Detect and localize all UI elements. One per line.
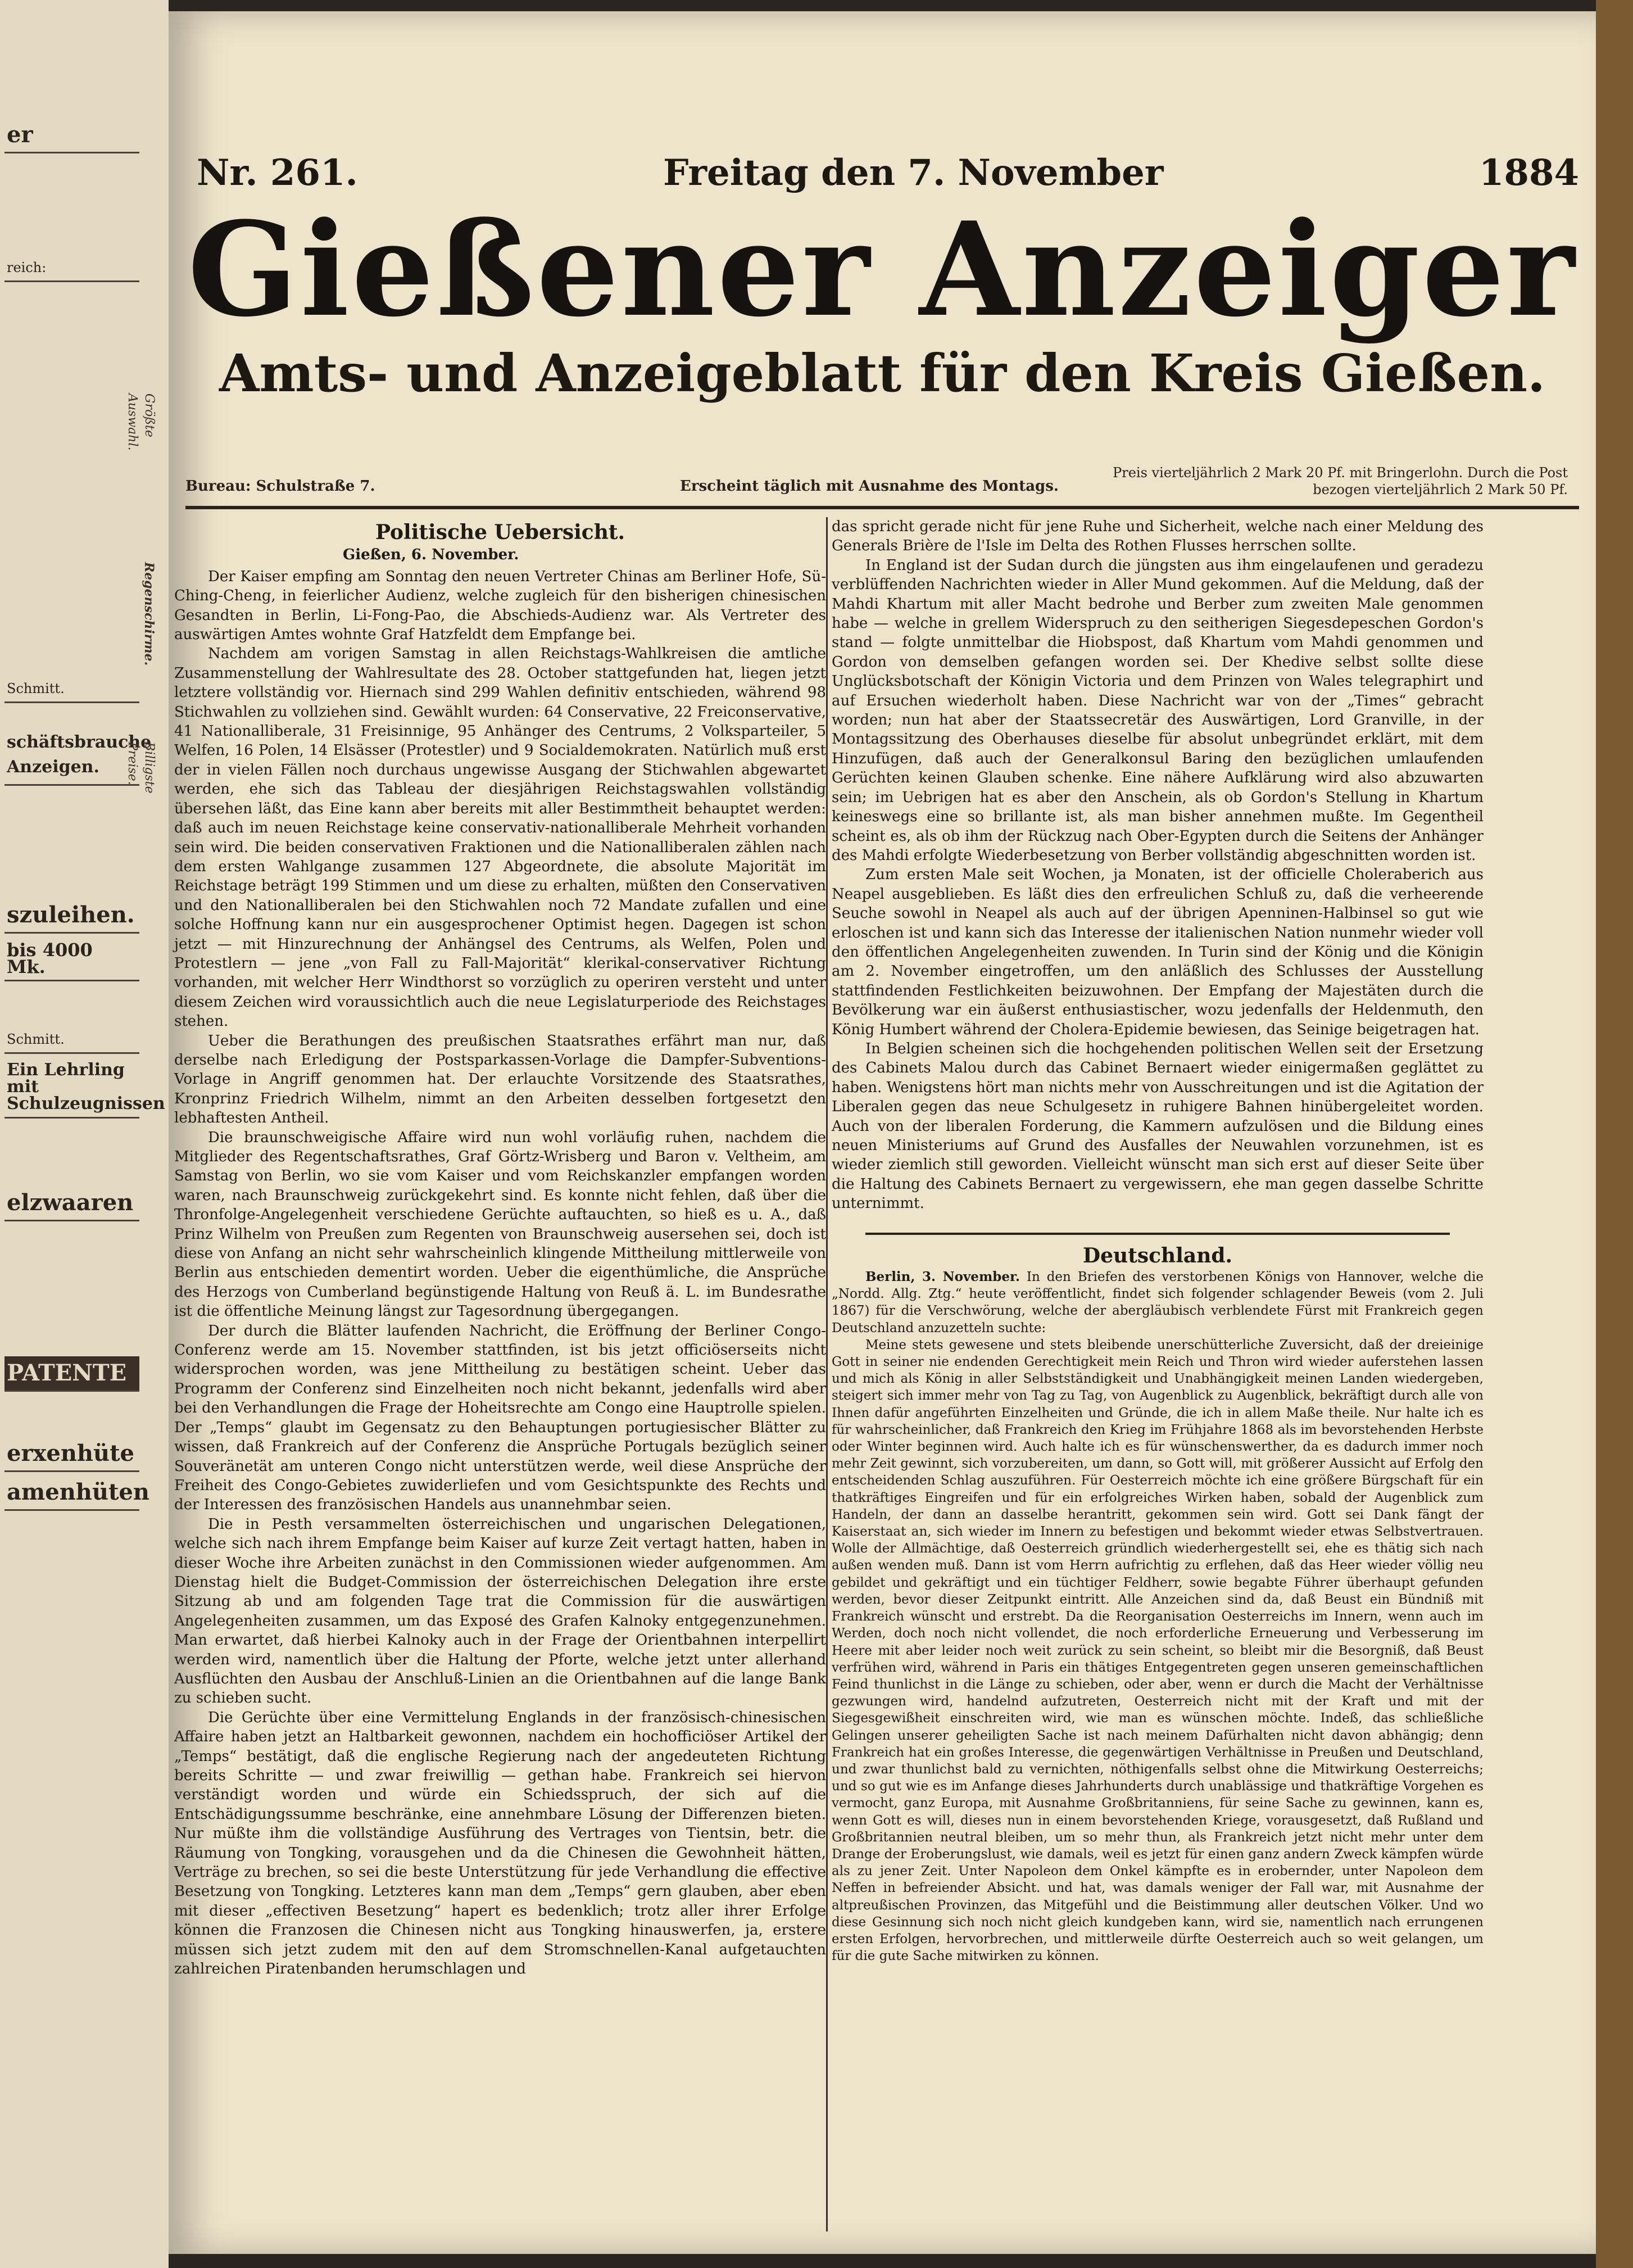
section-headline: Politische Uebersicht.: [375, 520, 625, 544]
article-paragraph: das spricht gerade nicht für jene Ruhe und Sicherheit, welche nach einer Meldung des Generals Brière de l'Isle im Delta des Rothen Flusses herrschen sollte.: [832, 518, 1484, 555]
vertical-label: Regenschirme.: [142, 562, 156, 666]
bureau-address: Bureau: Schulstraße 7.: [185, 478, 375, 495]
section-headline: Deutschland.: [1082, 1243, 1233, 1267]
book-spine: [1596, 0, 1633, 2268]
article-paragraph: Der durch die Blätter laufenden Nachricht, die Eröffnung der Berliner Congo-Conferenz werde am 15. November stattfinden, ist bis jetzt officiöserseits nicht widersprochen worden, was jene Mittheilung zu bestätigen scheint. Ueber das Programm der Conferenz sind Einzelheiten noch nicht bekannt, jedenfalls wird aber bei den Verhandlungen die Frage der Hoheitsrechte am Congo eine Hauptrolle spielen. Der „Temps“ glaubt im Gegensatz zu den Behauptungen portugiesischer Blätter zu wissen, daß Frankreich auf der Conferenz die Ansprüche Portugals bezüglich seiner Souveränetät am unteren Congo nicht unterstützen werde, weil diese Ansprüche der Freiheit des Congo-Gebietes zuwiderliefen und vom Gesichtspunkte des Rechts und der Interessen des französischen Handels aus unannehmbar seien.: [174, 1322, 826, 1514]
ad-fragment: elzwaaren: [4, 1186, 139, 1221]
article-quote: Meine stets gewesene und stets bleibende unerschütterliche Zuversicht, daß der dreieinige Gott in seiner nie endenden Gerechtigkeit mein Reich und Thron wird wieder auferstehen lassen und mich als König in aller Selbstständigkeit und Unabhängigkeit meinen Landen wiedergeben, steigert sich immer mehr von Tag zu Tag, von Augenblick zu Augenblick, bekräftigt durch alle von Ihnen dafür angeführten Einzelheiten und Gründe, die ich in allem Maße theile. Nur halte ich es für wahrscheinlicher, daß Frankreich den Krieg im Frühjahre 1868 als im bevorstehenden Herbste oder Winter beginnen wird. Auch halte ich es für wünschenswerther, da es dadurch immer noch mehr Zeit gewinnt, sich vorzubereiten, um dann, so Gott will, mit größerer Aussicht auf Erfolg den entscheidenden Schlag auszuführen. Für Oesterreich möchte ich eine größere Bürgschaft für ein thatkräftiges Eingreifen und für ein erfolgreiches Wirken haben, sobald der Augenblick zum Handeln, der dann an dasselbe herantritt, gekommen sein wird. Gott sei Dank fängt der Kaiserstaat an, sich wieder im Innern zu befestigen und bekommt wieder etwas Selbstvertrauen. Wolle der Allmächtige, daß Oesterreich gründlich wiederhergestellt sei, ehe es thätig sich nach außen wenden muß. Dann ist vom Herrn aufrichtig zu erflehen, daß das Heer wieder völlig neu gebildet und gekräftigt und ein tüchtiger Feldherr, sowie begabte Führer überhaupt gefunden werden, bevor dieser Zeitpunkt eintritt. Alle Anzeichen sind da, daß Beust ein Bündniß mit Frankreich wünscht und erstrebt. Da die Reorganisation Oesterreichs im Innern, wenn auch im Werden, doch noch nicht vollendet, die noch erforderliche Erneuerung und Verbesserung im Heere mit aber leider noch weit zurück zu sein scheint, so bleibt mir die Besorgniß, daß Beust verfrühen wird, während in Paris ein thätiges Entgegentreten gegen unseren gemeinschaftlichen Feind thunlichst in die Länge zu schieben, oder aber, wenn er durch die Macht der Verhältnisse gezwungen wird, handelnd aufzutreten, Oesterreich nicht mit der Kraft und mit der Siegesgewißheit einschreiten wird, wie man es wünschen möchte. Indeß, das schließliche Gelingen unserer geheiligten Sache ist nach meinem Dafürhalten nicht davon abhängig; denn Frankreich hat ein großes Interesse, die gegenwärtigen Verhältnisse in Preußen und Deutschland, und zwar thunlichst bald zu vernichten, nöthigenfalls selbst ohne die Mitwirkung Oesterreichs; und so gut wie es im Anfange dieses Jahrhunderts durch unablässige und thatkräftige Vorgehen es vermocht, ganz Europa, mit Ausnahme Großbritanniens, für seine Sache zu gewinnen, kann es, wenn Gott es will, dieses nun in einem bevorstehenden Kriege, vorausgesetzt, daß Rußland und Großbritannien neutral bleiben, um so mehr thun, als Frankreich jetzt nicht mehr unter dem Drange der Eroberungslust, wie damals, weil es jetzt für einen ganz andern Zweck kämpfen würde als zu jener Zeit. Unter Napoleon dem Onkel kämpfte es in erobernder, unter Napoleon dem Neffen in befreiender Absicht. und hat, was damals weniger der Fall war, mit Ausnahme der altpreußischen Provinzen, das Mitgefühl und die Beistimmung aller deutschen Völker. Und wo diese Gesinnung sich noch nicht gleich kundgeben kann, wird sie, namentlich nach errungenen ersten Erfolgen, hervorbrechen, und mittlerweile dürfte Oesterreich auch so weit gelangen, um für die gute Sache mitwirken zu können.: [832, 1337, 1484, 1964]
article-paragraph: Die braunschweigische Affaire wird nun wohl vorläufig ruhen, nachdem die Mitglieder des Regentschaftsrathes, Graf Görtz-Wrisberg und Baron v. Veltheim, am Samstag von Berlin, wo sie vom Kaiser und vom Reichskanzler empfangen worden waren, nach Braunschweig zurückgekehrt sind. Es konnte nicht fehlen, daß über die Thronfolge-Angelegenheit verschiedene Gerüchte auftauchten, so hieß es u. A., daß Prinz Wilhelm von Preußen zum Regenten von Braunschweig ausersehen sei, doch ist diese von Anfang an nicht sehr wahrscheinlich klingende Mittheilung mittlerweile von Berlin aus entschieden dementirt worden. Ueber die eigenthümliche, die Ansprüche des Herzogs von Cumberland begünstigende Haltung von Reuß ä. L. im Bundesrathe ist die öffentliche Meinung längst zur Tagesordnung übergegangen.: [174, 1129, 826, 1320]
ad-fragment: amenhüten: [4, 1475, 139, 1511]
issue-year: 1884: [1478, 152, 1579, 194]
ad-fragment: Ein Lehrling mit Schulzeugnissen: [4, 1057, 139, 1119]
adjacent-page-fragment: [0, 0, 169, 2268]
ad-fragment: Schmitt.: [4, 1026, 139, 1054]
ad-fragment: er: [4, 118, 139, 153]
article-paragraph: In England ist der Sudan durch die jüngsten aus ihm eingelaufenen und geradezu verblüffenden Nachrichten wieder in Aller Mund gekommen. Auf die Meldung, daß der Mahdi Khartum mit aller Macht bedrohe und Berber zum zweiten Male genommen habe — welche in grellem Widerspruch zu den seitherigen Siegesdepeschen Gordon's stand — folgte unmittelbar die Hiobspost, daß Khartum vom Mahdi genommen und Gordon von demselben gefangen worden sei. Der Khedive selbst sollte diese Unglücksbotschaft der Königin Victoria und dem Prinzen von Wales telegraphirt und auf Ersuchen wiederholt haben. Diese Nachricht war von der „Times“ gebracht worden; nun hat aber der Staatssecretär des Auswärtigen, Lord Granville, in der Montagssitzung des Oberhauses dieselbe für absolut unbegründet erklärt, mit dem Hinzufügen, daß auch der Generalkonsul Baring den bezüglichen umlaufenden Gerüchten keinen Glauben schenke. Eine nähere Aufklärung wird also abzuwarten sein; im Uebrigen hat es aber den Anschein, als ob Gordon's Stellung in Khartum keineswegs eine so brillante ist, als man bisher annehmen mußte. Im Gegentheil scheint es, als ob ihm der Rückzug nach Ober-Egypten durch die Seitens der Anhänger des Mahdi erfolgte Wiederbesetzung von Berber vollständig abgeschnitten worden ist.: [832, 556, 1484, 864]
article-paragraph: Der Kaiser empfing am Sonntag den neuen Vertreter Chinas am Berliner Hofe, Sü-Ching-Cheng, in feierlicher Audienz, welche zugleich für den bisherigen chinesischen Gesandten in Berlin, Li-Fong-Pao, die Abschieds-Audienz war. Als Vertreter des auswärtigen Amtes wohnte Graf Hatzfeldt dem Empfange bei.: [174, 568, 826, 644]
ad-fragment: bis 4000 Mk.: [4, 937, 139, 981]
ad-fragment: szuleihen.: [4, 898, 139, 934]
vertical-label: Billigste Preise.: [125, 742, 156, 794]
article-paragraph: Ueber die Berathungen des preußischen Staatsrathes erfährt man nur, daß derselbe nach Erledigung der Postsparkassen-Vorlage die Dampfer-Subventions-Vorlage in Angriff genommen hat. Der erlauchte Vorsitzende des Staatsrathes, Kronprinz Friedrich Wilhelm, nimmt an den Arbeiten desselben fortgesetzt den lebhaftesten Antheil.: [174, 1032, 826, 1127]
issue-number: Nr. 261.: [197, 152, 358, 194]
article-paragraph: Nachdem am vorigen Samstag in allen Reichstags-Wahlkreisen die amtliche Zusammenstellung der Wahlresultate des 28. October stattgefunden hat, liegen jetzt letztere vollständig vor. Hiernach sind 299 Wahlen definitiv entschieden, während 98 Stichwahlen zu vollziehen sind. Gewählt wurden: 64 Conservative, 22 Freiconservative, 41 Nationalliberale, 31 Freisinnige, 95 Anhänger des Centrums, 2 Volksparteiler, 5 Welfen, 16 Polen, 14 Elsässer (Protestler) und 9 Socialdemokraten. Natürlich muß erst der in vielen Fällen noch durchaus ungewisse Ausgang der Stichwahlen abgewartet werden, ehe sich das Tableau der diesjährigen Reichstagswahlen vollständig übersehen läßt, das Eine kann aber bereits mit aller Bestimmtheit behauptet werden: daß auch im neuen Reichstage keine conservativ-nationalliberale Mehrheit vorhanden sein wird. Die beiden conservativen Fraktionen und die Nationalliberalen zählen nach dem ersten Wahlgange zusammen 127 Abgeordnete, die absolute Majorität im Reichstage beträgt 199 Stimmen und um diese zu erhalten, müßten den Conservativen und den Nationalliberalen bei den Stichwahlen noch 72 Mandate zufallen und eine solche Hoffnung kann nur ein ausgesprochener Optimist hegen. Dagegen ist schon jetzt — mit Hinzurechnung der Anhängsel des Centrums, als Welfen, Polen und Protestlern — jene „von Fall zu Fall-Majorität“ klerikal-conservativer Richtung vorhanden, mit welcher Herr Windthorst so vorzüglich zu operiren versteht und unter diesem Zeichen wird voraussichtlich auch die neue Legislaturperiode des Reichstages stehen.: [174, 645, 826, 1030]
article-paragraph: In den Briefen des verstorbenen Königs von Hannover, welche die „Nordd. Allg. Ztg.“ heute veröffentlicht, findet sich folgender schlagender Beweis (vom 2. Juli 1867) für die Verschwörung, welche der abergläubisch verblendete Fürst mit Frankreich gegen Deutschland anzuzetteln suchte:: [832, 1270, 1484, 1336]
ad-fragment: PATENTE: [4, 1356, 139, 1392]
vertical-label: Größte Auswahl.: [125, 393, 156, 451]
article-paragraph: Die in Pesth versammelten österreichischen und ungarischen Delegationen, welche sich nach ihrem Empfange beim Kaiser auf kurze Zeit vertagt hatten, haben in dieser Woche ihre Arbeiten zunächst in den Commissionen wieder aufgenommen. Am Dienstag hielt die Budget-Commission der österreichischen Delegation ihre erste Sitzung ab und am folgenden Tage trat die Commission für die auswärtigen Angelegenheiten zusammen, um das Exposé des Grafen Kalnoky entgegenzunehmen. Man erwartet, daß hierbei Kalnoky auch in der Frage der Orientbahnen interpellirt werden wird, namentlich über die Haltung der Pforte, welche jetzt unter allerhand Ausflüchten den Ausbau der Anschluß-Linien an die Orientbahnen auf die lange Bank zu schieben sucht.: [174, 1515, 826, 1707]
ad-fragment: schäftsbrauche Anzeigen.: [4, 726, 139, 786]
masthead: [185, 152, 1579, 404]
dateline-place: Berlin, 3. November.: [865, 1269, 1020, 1285]
article-paragraph: In Belgien scheinen sich die hochgehenden politischen Wellen seit der Ersetzung des Cabinets Malou durch das Cabinet Bernaert wieder einigermaßen geglättet zu haben. Wenigstens hört man nichts mehr von Ausschreitungen und ist die Agitation der Liberalen gegen das neue Schulgesetz in ruhigere Bahnen hinübergeleitet worden. Auch von der liberalen Forderung, die Kammern aufzulösen und die Bildung eines neuen Ministeriums auf Grund des Ausfalles der Neuwahlen vorzunehmen, ist es wieder ziemlich still geworden. Vielleicht wünscht man sich erst auf dieser Seite über die Haltung des Cabinets Bernaert zu vergewissern, ehe man gegen dasselbe Schritte unternimmt.: [832, 1040, 1484, 1212]
article-column-left: [174, 517, 826, 1979]
header-rule: [185, 506, 1579, 509]
article-paragraph: Zum ersten Male seit Wochen, ja Monaten, ist der officielle Choleraberich aus Neapel ausgeblieben. Es läßt dies den erfreulichen Schluß zu, daß die verheerende Seuche sowohl in Neapel als auch auf der übrigen Apenninen-Halbinsel so gut wie erloschen ist und kann sich das Interesse der italienischen Nation nunmehr wieder voll den öffentlichen Angelegenheiten zuwenden. In Turin sind der König und die Königin am 2. November eingetroffen, um den anläßlich des Schlusses der Ausstellung stattfindenden Festlichkeiten beizuwohnen. Der Empfang der Majestäten durch die Bevölkerung war ein äußerst enthusiastischer, wozu jedenfalls der Heldenmuth, den König Humbert während der Cholera-Epidemie bewiesen, das Seinige beigetragen hat.: [832, 866, 1484, 1038]
section-divider: [865, 1233, 1450, 1235]
article-column-right: [832, 517, 1484, 1964]
newspaper-title: Gießener Anzeiger: [187, 194, 1577, 346]
ad-fragment: erxenhüte: [4, 1437, 139, 1472]
column-divider: [826, 517, 828, 2231]
dateline-place: Gießen, 6. November.: [343, 546, 519, 564]
article-paragraph: Die Gerüchte über eine Vermittelung Englands in der französisch-chinesischen Affaire haben jetzt an Haltbarkeit gewonnen, nachdem ein hochofficiöser Artikel der „Temps“ bestätigt, daß die englische Regierung nach der angedeuteten Richtung bereits Schritte — und zwar freiwillig — gethan habe. Frankreich sei hiervon verständigt worden und würde ein Schiedsspruch, der sich auf die Entschädigungssumme beschränke, eine annehmbare Lösung der Differenzen bieten. Nur müßte ihm die vollständige Ausführung des Vertrages von Tientsin, betr. die Räumung von Tongking, vorausgehen und da die Chinesen die Gewohnheit hätten, Verträge zu brechen, so sei die beste Unterstützung für jede Verhandlung die effective Besetzung von Tongking. Letzteres kann man dem „Temps“ gern glauben, aber eben mit dieser „effectiven Besetzung“ hapert es bedenklich; trotz aller ihrer Erfolge können die Franzosen die Chinesen nicht aus Tongking hinauswerfen, ja, erstere müssen sich jetzt zudem mit den auf dem Stromschnellen-Kanal aufgetauchten zahlreichen Piratenbanden herumschlagen und: [174, 1709, 826, 1978]
issue-date: Freitag den 7. November: [663, 152, 1164, 194]
info-line: [185, 461, 1579, 506]
newspaper-subtitle: Amts- und Anzeigeblatt für den Kreis Gießen.: [219, 343, 1545, 404]
newspaper-page: [169, 11, 1596, 2254]
ad-fragment: Schmitt.: [4, 676, 139, 703]
publication-schedule: Erscheint täglich mit Ausnahme des Montags.: [680, 478, 1059, 495]
ad-fragment: reich:: [4, 255, 139, 282]
subscription-price: Preis vierteljährlich 2 Mark 20 Pf. mit Bringerlohn. Durch die Post bezogen vierteljährlich 2 Mark 50 Pf.: [1113, 465, 1568, 497]
